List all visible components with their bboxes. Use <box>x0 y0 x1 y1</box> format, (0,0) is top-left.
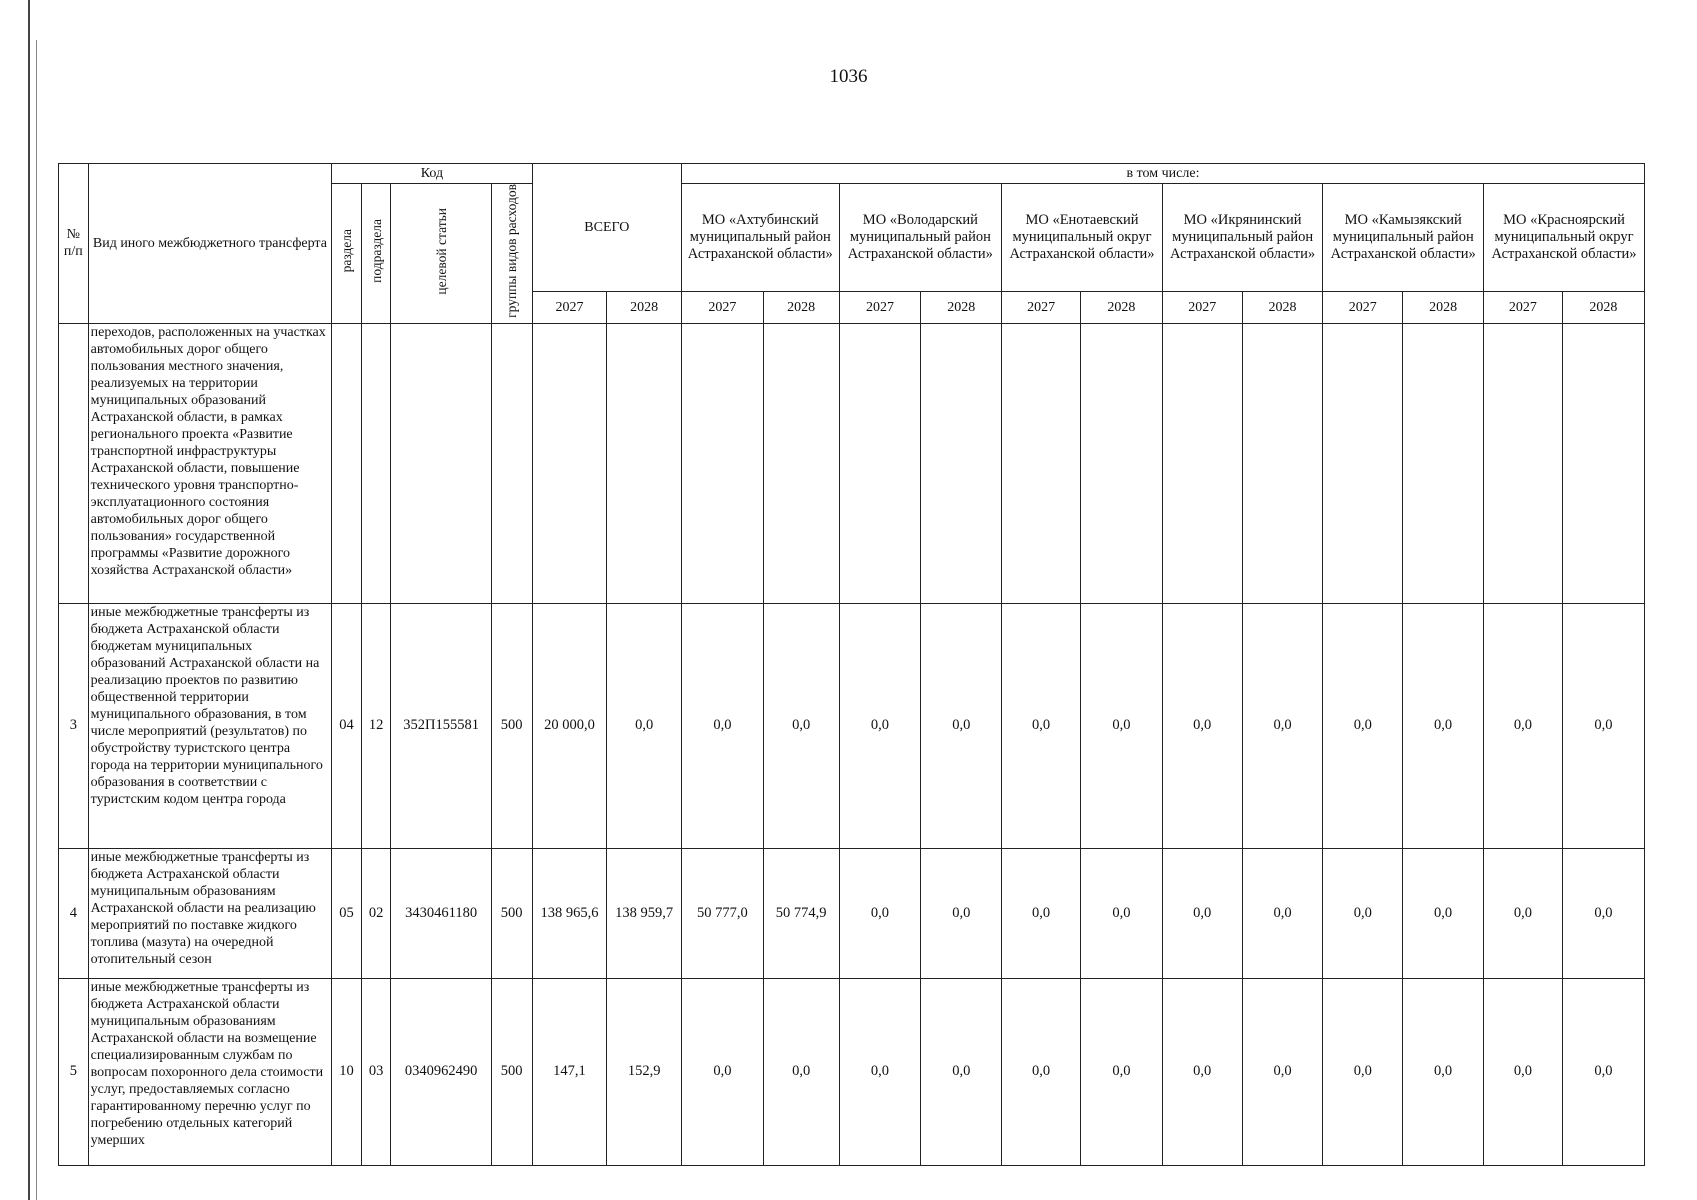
row-expense-group: 500 <box>491 848 532 978</box>
row-description: иные межбюджетные трансферты из бюджета Астраханской области бюджетам муниципальных образований Астраханской области на реализацию проектов по развитию общественной территории муниципального образования, в том числе мероприятий (результатов) по обустройству туристского центра города на территории муниципального образования в соответствии с туристским кодом центра города <box>88 603 332 848</box>
header-mo-volodarsky: МО «Володарский муниципальный район Астраханской области» <box>839 184 1002 292</box>
row-value <box>1562 323 1644 603</box>
row-razdel <box>332 323 362 603</box>
row-value <box>1484 323 1563 603</box>
row-value: 0,0 <box>763 603 839 848</box>
row-target-article: 3430461180 <box>391 848 491 978</box>
row-value: 0,0 <box>1562 603 1644 848</box>
header-mo-kamyzyaksky: МО «Камызякский муниципальный район Астраханской области» <box>1323 184 1484 292</box>
row-target-article: 0340962490 <box>391 978 491 1165</box>
header-kod-podrazdel: подраздела <box>361 184 391 324</box>
header-kod: Код <box>332 164 532 184</box>
row-value: 0,0 <box>1562 848 1644 978</box>
row-value: 0,0 <box>1002 848 1081 978</box>
left-margin-line-inner <box>36 40 37 1200</box>
row-value <box>839 323 921 603</box>
row-value: 0,0 <box>1080 978 1162 1165</box>
row-description: переходов, расположенных на участках автомобильных дорог общего пользования местного значения, реализуемых на территории муниципальных образований Астраханской области, в рамках регионального проекта «Развитие транспортной инфраструктуры Астраханской области, повышение технического уровня транспортно-эксплуатационного состояния автомобильных дорог общего пользования» государственной программы «Развитие дорожного хозяйства Астраханской области» <box>88 323 332 603</box>
row-value: 138 965,6 <box>532 848 607 978</box>
year-mo5-2028: 2028 <box>1403 292 1484 324</box>
page-number: 1036 <box>829 66 868 87</box>
year-mo2-2027: 2027 <box>839 292 921 324</box>
table-row <box>59 323 1645 603</box>
row-value: 0,0 <box>921 603 1002 848</box>
row-value: 50 774,9 <box>763 848 839 978</box>
year-mo2-2028: 2028 <box>921 292 1002 324</box>
year-mo6-2027: 2027 <box>1484 292 1563 324</box>
row-value: 0,0 <box>1484 603 1563 848</box>
row-value: 0,0 <box>1162 848 1242 978</box>
row-value: 152,9 <box>607 978 682 1165</box>
year-mo3-2027: 2027 <box>1002 292 1081 324</box>
row-value: 0,0 <box>1484 848 1563 978</box>
row-razdel: 10 <box>332 978 362 1165</box>
row-value: 0,0 <box>921 978 1002 1165</box>
row-target-article <box>391 323 491 603</box>
row-value: 0,0 <box>681 603 763 848</box>
row-target-article: 352П155581 <box>391 603 491 848</box>
header-mo-ikryaninsky: МО «Икрянинский муниципальный район Астраханской области» <box>1162 184 1323 292</box>
row-value <box>681 323 763 603</box>
row-description: иные межбюджетные трансферты из бюджета Астраханской области муниципальным образованиям Астраханской области на возмещение специализированным службам по вопросам похоронного дела стоимости услуг, предоставляемых согласно гарантированному перечню услуг по погребению отдельных категорий умерших <box>88 978 332 1165</box>
row-value: 0,0 <box>763 978 839 1165</box>
row-value: 0,0 <box>1323 978 1403 1165</box>
row-value: 0,0 <box>1242 603 1323 848</box>
year-mo4-2027: 2027 <box>1162 292 1242 324</box>
row-value: 0,0 <box>839 978 921 1165</box>
row-value: 20 000,0 <box>532 603 607 848</box>
row-value <box>1080 323 1162 603</box>
row-razdel: 05 <box>332 848 362 978</box>
header-mo-krasnoyarsky: МО «Красноярский муниципальный округ Астраханской области» <box>1484 184 1645 292</box>
row-value: 0,0 <box>1002 603 1081 848</box>
row-value <box>1323 323 1403 603</box>
left-margin-line <box>28 0 30 1200</box>
table-row <box>59 848 1645 978</box>
row-value <box>921 323 1002 603</box>
row-razdel: 04 <box>332 603 362 848</box>
row-value: 0,0 <box>1403 978 1484 1165</box>
row-value: 0,0 <box>1562 978 1644 1165</box>
year-mo5-2027: 2027 <box>1323 292 1403 324</box>
year-mo3-2028: 2028 <box>1080 292 1162 324</box>
year-total-2027: 2027 <box>532 292 607 324</box>
year-mo6-2028: 2028 <box>1562 292 1644 324</box>
row-value: 0,0 <box>1162 978 1242 1165</box>
budget-transfer-table <box>58 163 1645 1166</box>
header-kod-cel: целевой статьи <box>391 184 491 324</box>
row-expense-group: 500 <box>491 978 532 1165</box>
row-podrazdel: 12 <box>361 603 391 848</box>
row-value <box>763 323 839 603</box>
row-number: 4 <box>59 848 89 978</box>
year-total-2028: 2028 <box>607 292 682 324</box>
row-podrazdel <box>361 323 391 603</box>
row-value: 0,0 <box>921 848 1002 978</box>
row-number: 3 <box>59 603 89 848</box>
row-value: 50 777,0 <box>681 848 763 978</box>
row-value: 0,0 <box>681 978 763 1165</box>
table-row <box>59 978 1645 1165</box>
year-mo4-2028: 2028 <box>1242 292 1323 324</box>
header-mo-enotaevsky: МО «Енотаевский муниципальный округ Астраханской области» <box>1002 184 1163 292</box>
row-number <box>59 323 89 603</box>
row-value: 0,0 <box>1002 978 1081 1165</box>
row-number: 5 <box>59 978 89 1165</box>
header-including: в том числе: <box>681 164 1644 184</box>
row-value: 147,1 <box>532 978 607 1165</box>
row-value: 0,0 <box>1484 978 1563 1165</box>
row-expense-group <box>491 323 532 603</box>
row-value: 0,0 <box>1403 848 1484 978</box>
header-transfer-type: Вид иного межбюджетного трансферта <box>88 164 332 324</box>
header-total: ВСЕГО <box>532 164 681 292</box>
row-value: 0,0 <box>1403 603 1484 848</box>
row-value <box>1162 323 1242 603</box>
table-body <box>59 323 1645 1165</box>
year-mo1-2027: 2027 <box>681 292 763 324</box>
row-value: 0,0 <box>1080 848 1162 978</box>
row-value: 0,0 <box>1323 848 1403 978</box>
row-value: 0,0 <box>1162 603 1242 848</box>
header-kod-razdel: раздела <box>332 184 362 324</box>
row-value <box>1403 323 1484 603</box>
row-podrazdel: 02 <box>361 848 391 978</box>
row-value: 0,0 <box>1242 978 1323 1165</box>
year-mo1-2028: 2028 <box>763 292 839 324</box>
row-value: 0,0 <box>1323 603 1403 848</box>
row-value <box>532 323 607 603</box>
row-value: 0,0 <box>1080 603 1162 848</box>
table-row <box>59 603 1645 848</box>
row-value: 0,0 <box>839 603 921 848</box>
row-value <box>1242 323 1323 603</box>
row-description: иные межбюджетные трансферты из бюджета Астраханской области муниципальным образованиям Астраханской области на реализацию мероприятий по поставке жидкого топлива (мазута) на очередной отопительный сезон <box>88 848 332 978</box>
header-mo-akhtubinsky: МО «Ахтубинский муниципальный район Астраханской области» <box>681 184 839 292</box>
row-podrazdel: 03 <box>361 978 391 1165</box>
row-value: 138 959,7 <box>607 848 682 978</box>
row-value: 0,0 <box>1242 848 1323 978</box>
row-value <box>607 323 682 603</box>
row-value <box>1002 323 1081 603</box>
header-no: № п/п <box>59 164 89 324</box>
header-kod-gruppa: группы видов расходов <box>491 184 532 324</box>
row-expense-group: 500 <box>491 603 532 848</box>
row-value: 0,0 <box>607 603 682 848</box>
row-value: 0,0 <box>839 848 921 978</box>
